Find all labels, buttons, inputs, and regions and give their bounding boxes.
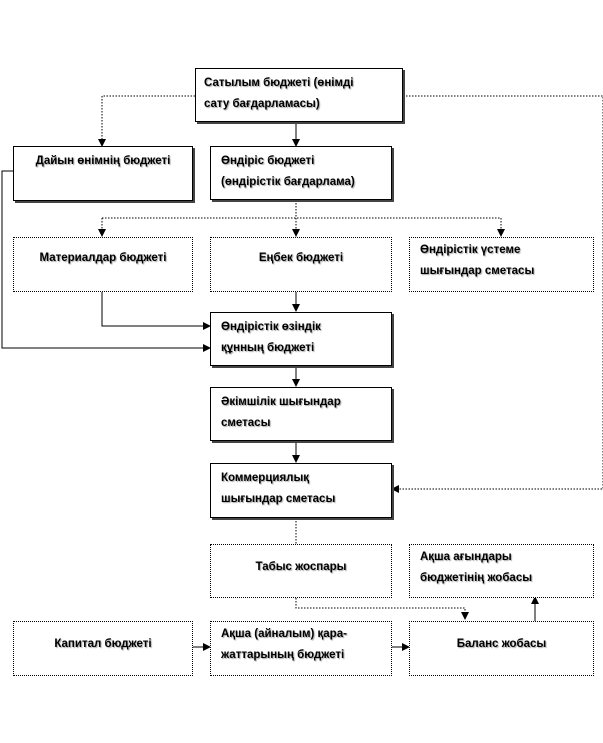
cash-flow-budget-box — [409, 544, 594, 598]
finished-goods-budget-box — [13, 146, 193, 201]
admin-expenses-line-2: сметасы — [221, 417, 271, 429]
connector-materials-to-cost — [102, 291, 210, 326]
commercial-expenses-line-1: Коммерциялық — [221, 472, 310, 484]
finished-goods-budget-label: Дайын өнімнің бюджеті — [35, 155, 171, 167]
production-budget-line-1: Өндіріс бюджеті — [221, 155, 315, 167]
connector-income-to-balance — [296, 598, 465, 619]
commercial-expenses-line-2: шығындар сметасы — [221, 493, 336, 505]
income-plan-box — [210, 544, 392, 598]
production-cost-budget-box — [210, 312, 392, 366]
admin-expenses-estimate-box — [210, 387, 392, 441]
balance-plan-box — [409, 621, 594, 676]
cash-budget-box — [210, 621, 392, 676]
materials-budget-box — [13, 237, 193, 292]
commercial-expenses-estimate-box — [210, 463, 392, 518]
cash-flow-budget-line-1: Ақша ағындары — [420, 551, 512, 563]
capital-budget-label: Капитал бюджеті — [54, 638, 152, 650]
labor-budget-box — [210, 237, 392, 292]
overhead-estimate-line-1: Өндірістік үстеме — [420, 244, 521, 256]
production-budget-box — [210, 146, 392, 200]
production-cost-budget-line-1: Өндірістік өзіндік — [221, 321, 321, 333]
production-budget-line-2: (өндірістік бағдарлама) — [221, 176, 355, 188]
labor-budget-label: Еңбек бюджеті — [258, 252, 344, 264]
overhead-estimate-line-2: шығындар сметасы — [420, 265, 535, 277]
capital-budget-box — [13, 621, 193, 676]
income-plan-label: Табыс жоспары — [255, 561, 347, 573]
sales-budget-line-2: сату бағдарламасы) — [204, 98, 320, 110]
sales-budget-line-1: Сатылым бюджеті (өнімді — [204, 77, 354, 89]
cash-budget-line-1: Ақша (айналым) қара- — [221, 628, 347, 640]
cash-flow-budget-line-2: бюджетінің жобасы — [420, 572, 533, 584]
production-cost-budget-line-2: құнның бюджеті — [221, 342, 315, 354]
connector-sales-to-finished-goods — [102, 96, 195, 146]
admin-expenses-line-1: Әкімшілік шығындар — [221, 396, 341, 408]
cash-budget-line-2: жаттарының бюджеті — [221, 649, 345, 661]
materials-budget-label: Материалдар бюджеті — [39, 252, 167, 264]
overhead-estimate-box — [409, 237, 594, 292]
balance-plan-label: Баланс жобасы — [456, 638, 547, 650]
connector-sales-to-commercial — [392, 96, 603, 489]
sales-budget-box — [195, 68, 403, 122]
